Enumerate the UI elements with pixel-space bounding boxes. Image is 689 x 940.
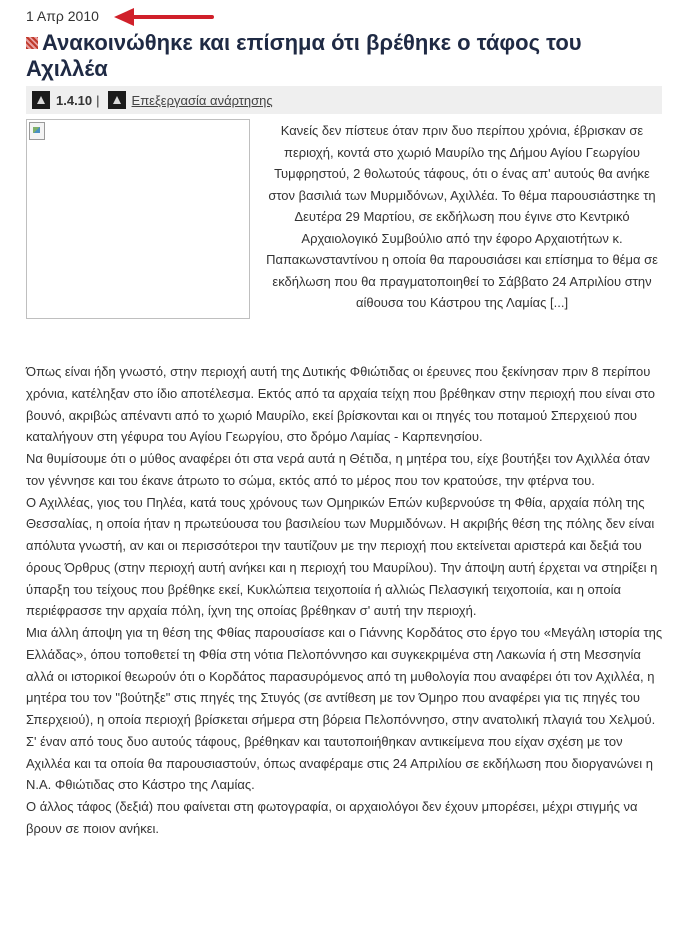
post-intro-text: Κανείς δεν πίστευε όταν πριν δυο περίπου χρόνια, έβρισκαν σε περιοχή, κοντά στο χωριό Μαυρίλο της Δήμου Αγίου Γεωργίου Τυμφρηστού, 2 θολωτούς τάφους, ότι ο ένας απ' αυτούς θα ανήκε στον βασιλιά των Μυρμιδόνων, Αχιλλέα. Το θέμα παρουσιάστηκε τη Δευτέρα 29 Μαρτίου, σε εκδήλωση που έγινε στο Κεντρικό Αρχαιολογικό Συμβούλιο από την έφορο Αρχαιοτήτων κ. Παπακωνσταντίνου η οποία θα παρουσιάσει και επίσημα το θέμα σε εκδήλωση που θα πραγματοποιηθεί το Σάββατο 24 Απριλίου στην αίθουσα του Κάστρου της Λαμίας [...] <box>266 123 658 310</box>
post-meta-bar <box>26 86 662 114</box>
body-paragraph: Να θυμίσουμε ότι ο μύθος αναφέρει ότι στα νερά αυτά η Θέτιδα, η μητέρα του, είχε βουτήξει τον Αχιλλέα όταν τον γέννησε και του έκανε άτρωτο το σώμα, εκτός από το μέρος που τον κρατούσε, την φτέρνα του. <box>26 451 650 488</box>
post-title-text[interactable]: Ανακοινώθηκε και επίσημα ότι βρέθηκε ο τάφος του Αχιλλέα <box>26 30 582 81</box>
body-paragraph: Σ' έναν από τους δυο αυτούς τάφους, βρέθηκαν και ταυτοποιήθηκαν αντικείμενα που είχαν σχέση με τον Αχιλλέα και τα οποία θα παρουσιαστούν, όπως αναφέραμε στις 24 Απριλίου σε εκδήλωση που διοργανώνει η Ν.Α. Φθιώτιδας στο Κάστρο της Λαμίας. <box>26 733 653 793</box>
post-body <box>26 361 666 840</box>
body-paragraph: Ο άλλος τάφος (δεξιά) που φαίνεται στη φωτογραφία, οι αρχαιολόγοι δεν έχουν μπορέσει, μέχρι στιγμής να βρουν σε ποιον ανήκει. <box>26 799 638 836</box>
edit-icon[interactable] <box>108 91 126 109</box>
broken-image-icon <box>29 122 45 140</box>
post-date: 1 Απρ 2010 <box>26 8 99 24</box>
post-title[interactable] <box>26 30 656 82</box>
red-arrow-icon <box>112 6 216 28</box>
meta-separator: | <box>96 92 100 108</box>
red-square-icon <box>26 37 38 49</box>
post-meta-date[interactable]: 1.4.10 <box>56 92 93 108</box>
post-image[interactable] <box>26 119 250 319</box>
body-paragraph: Ο Αχιλλέας, γιος του Πηλέα, κατά τους χρόνους των Ομηρικών Επών κυβερνούσε τη Φθία, αρχαία πόλη της Θεσσαλίας, η οποία ήταν η πρωτεύουσα του βασιλείου των Μυρμιδόνων. Η ακριβής θέση της πόλης δεν είναι απόλυτα γνωστή, αν και οι περισσότεροι την ταυτίζουν με την περιοχή που εκτείνεται αριστερά και δεξιά του όρους Όρθρυς (στην περιοχή αυτή ανήκει και η περιοχή του Μαυρίλου). Την άποψη αυτή έρχεται να στηρίξει η ύπαρξη του τείχους που βρέθηκε εκεί, Κυκλώπεια τειχοποιία ή αλλιώς Πελασγική τειχοποιία, και η οποία περιέφρασσε την αρχαία πόλη, ίχνη της οποίας βρέθηκαν σ' αυτή την περιοχή. <box>26 494 658 619</box>
post-date-row <box>26 7 99 25</box>
body-paragraph: Όπως είναι ήδη γνωστό, στην περιοχή αυτή της Δυτικής Φθιώτιδας οι έρευνες που ξεκίνησαν πριν 8 περίπου χρόνια, κατέληξαν στο ίδιο αποτέλεσμα. Εκτός από τα αρχαία τείχη που βρέθηκαν στην περιοχή που είναι στο βουνό, ακριβώς απέναντι από το χωριό Μαυρίλο, εκεί βρίσκονται και οι πηγές του ποταμού Σπερχειού που καταλήγουν στη γέφυρα του Αγίου Γεωργίου, στο δρόμο Λαμίας - Καρπενησίου. <box>26 364 655 445</box>
edit-post-link[interactable]: Επεξεργασία ανάρτησης <box>131 92 273 108</box>
author-avatar-icon[interactable] <box>32 91 50 109</box>
body-paragraph: Μια άλλη άποψη για τη θέση της Φθίας παρουσίασε και ο Γιάννης Κορδάτος στο έργο του «Μεγάλη ιστορία της Ελλάδας», όπου τοποθετεί τη Φθία στη νότια Πελοπόννησο και συγκεκριμένα στη Λακωνία ή στη Μεσσηνία αλλά οι ιστορικοί θεωρούν ότι ο Κορδάτος παρασυρόμενος από τη μυθολογία που αναφέρει ότι τον Αχιλλέα, η μητέρα του τον "βούτηξε" στις πηγές της Στυγός (σε αντίθεση με τον Όμηρο που αναφέρει για τις πηγές του Σπερχειού), η οποία περιοχή βρίσκεται σήμερα στη βόρεια Πελοπόννησο, στην ανατολική πλαγιά του Χελμού. <box>26 625 663 727</box>
